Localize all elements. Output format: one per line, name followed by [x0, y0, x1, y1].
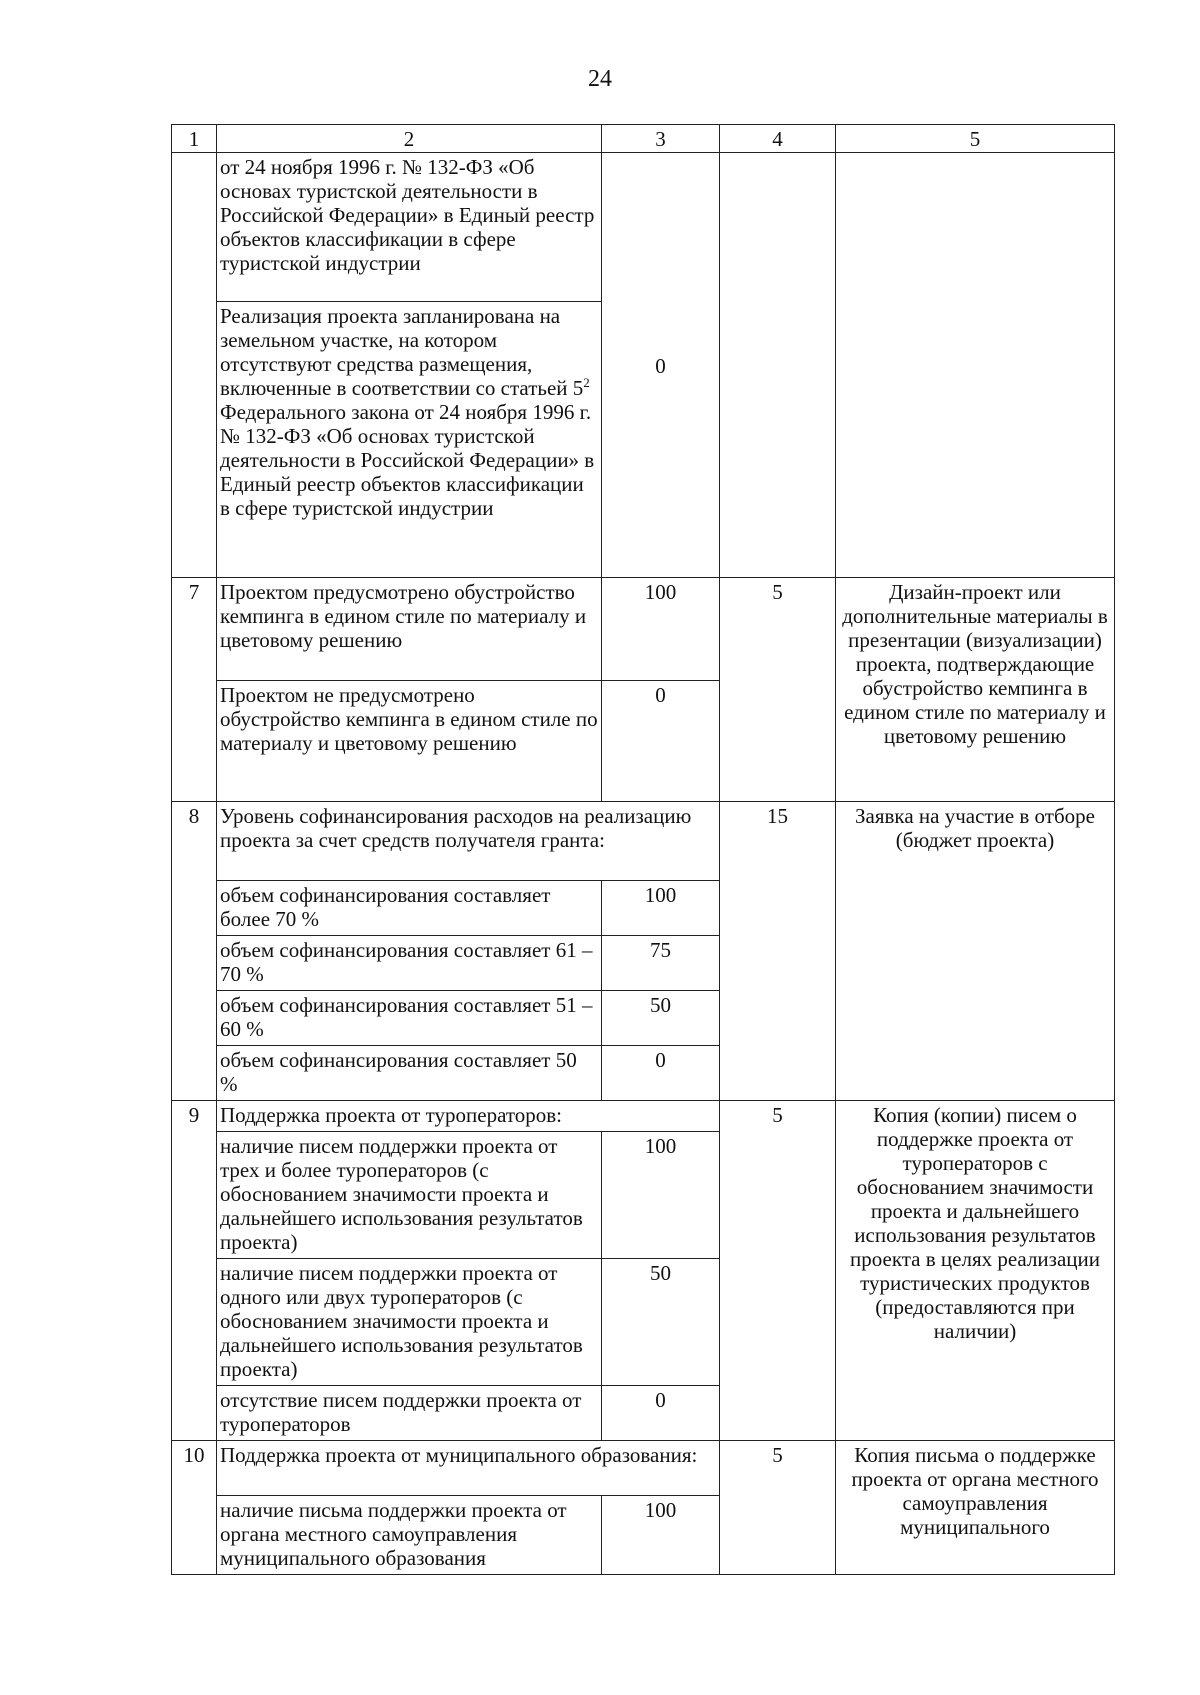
row6-option2-text-after: Федерального закона от 24 ноября 1996 г. № 132-ФЗ «Об основах туристской деятельности в Российской Федерации» в Единый реестр объектов классификации в сфере туристской индустрии — [220, 400, 595, 520]
row9-option2-text: наличие писем поддержки проекта от одного или двух туроператоров (с обоснованием значимости проекта и дальнейшего использования результатов проекта) — [217, 1259, 602, 1386]
row9-title: Поддержка проекта от туроператоров: — [217, 1101, 720, 1132]
row8-option3-text: объем софинансирования составляет 51 – 60 % — [217, 991, 602, 1046]
row9-option3-score: 0 — [602, 1386, 720, 1441]
row10-weight: 5 — [720, 1441, 836, 1575]
table-row — [172, 802, 1115, 881]
table-row — [172, 1441, 1115, 1496]
row9-option1-text: наличие писем поддержки проекта от трех и более туроператоров (с обоснованием значимости проекта и дальнейшего использования результатов проекта) — [217, 1132, 602, 1259]
header-cell-4: 4 — [720, 125, 836, 153]
row7-option1-score: 100 — [602, 578, 720, 681]
row7-option1-text: Проектом предусмотрено обустройство кемпинга в едином стиле по материалу и цветовому решению — [217, 578, 602, 681]
row7-number: 7 — [172, 578, 217, 802]
row10-title: Поддержка проекта от муниципального образования: — [217, 1441, 720, 1496]
row10-docs: Копия письма о поддержке проекта от органа местного самоуправления муниципального — [836, 1441, 1115, 1575]
row7-option2-text: Проектом не предусмотрено обустройство кемпинга в едином стиле по материалу и цветовому решению — [217, 681, 602, 802]
row6-option-text: от 24 ноября 1996 г. № 132-ФЗ «Об основах туристской деятельности в Российской Федерации» в Единый реестр объектов классификации в сфере туристской индустрии — [217, 153, 602, 302]
row6-weight-cell — [720, 153, 836, 578]
header-cell-5: 5 — [836, 125, 1115, 153]
criteria-table — [171, 124, 1115, 1575]
header-cell-1: 1 — [172, 125, 217, 153]
row8-weight: 15 — [720, 802, 836, 1101]
row10-option1-score: 100 — [602, 1496, 720, 1575]
header-cell-2: 2 — [217, 125, 602, 153]
row6-option2-superscript: 2 — [583, 375, 590, 390]
row8-docs: Заявка на участие в отборе (бюджет проекта) — [836, 802, 1115, 1101]
row9-option2-score: 50 — [602, 1259, 720, 1386]
row7-option2-score: 0 — [602, 681, 720, 802]
row8-number: 8 — [172, 802, 217, 1101]
row7-docs: Дизайн-проект или дополнительные материалы в презентации (визуализации) проекта, подтверждающие обустройство кемпинга в едином стиле по материалу и цветовому решению — [836, 578, 1115, 802]
page-number: 24 — [588, 66, 612, 92]
row8-option1-text: объем софинансирования составляет более 70 % — [217, 881, 602, 936]
row6-option2-text-before: Реализация проекта запланирована на земельном участке, на котором отсутствуют средства размещения, включенные в соответствии со статьей 5 — [220, 304, 584, 400]
row8-option3-score: 50 — [602, 991, 720, 1046]
row8-option1-score: 100 — [602, 881, 720, 936]
row8-option2-score: 75 — [602, 936, 720, 991]
table-header-row — [172, 125, 1115, 153]
table-row — [172, 153, 1115, 302]
row9-option1-score: 100 — [602, 1132, 720, 1259]
table-row — [172, 1101, 1115, 1132]
row10-number: 10 — [172, 1441, 217, 1575]
row6-docs-cell — [836, 153, 1115, 578]
row9-number: 9 — [172, 1101, 217, 1441]
row10-option1-text: наличие письма поддержки проекта от органа местного самоуправления муниципального образования — [217, 1496, 602, 1575]
row6-option2-text — [217, 302, 602, 578]
row8-option4-score: 0 — [602, 1046, 720, 1101]
row6-option2-score: 0 — [602, 153, 720, 578]
header-cell-3: 3 — [602, 125, 720, 153]
row8-option4-text: объем софинансирования составляет 50 % — [217, 1046, 602, 1101]
row6-number-cell — [172, 153, 217, 578]
row9-option3-text: отсутствие писем поддержки проекта от туроператоров — [217, 1386, 602, 1441]
row8-option2-text: объем софинансирования составляет 61 – 70 % — [217, 936, 602, 991]
table-row — [172, 578, 1115, 681]
row8-title: Уровень софинансирования расходов на реализацию проекта за счет средств получателя гранта: — [217, 802, 720, 881]
row9-weight: 5 — [720, 1101, 836, 1441]
row9-docs: Копия (копии) писем о поддержке проекта от туроператоров с обоснованием значимости проекта и дальнейшего использования результатов проекта в целях реализации туристических продуктов (предоставляются при наличии) — [836, 1101, 1115, 1441]
row7-weight: 5 — [720, 578, 836, 802]
